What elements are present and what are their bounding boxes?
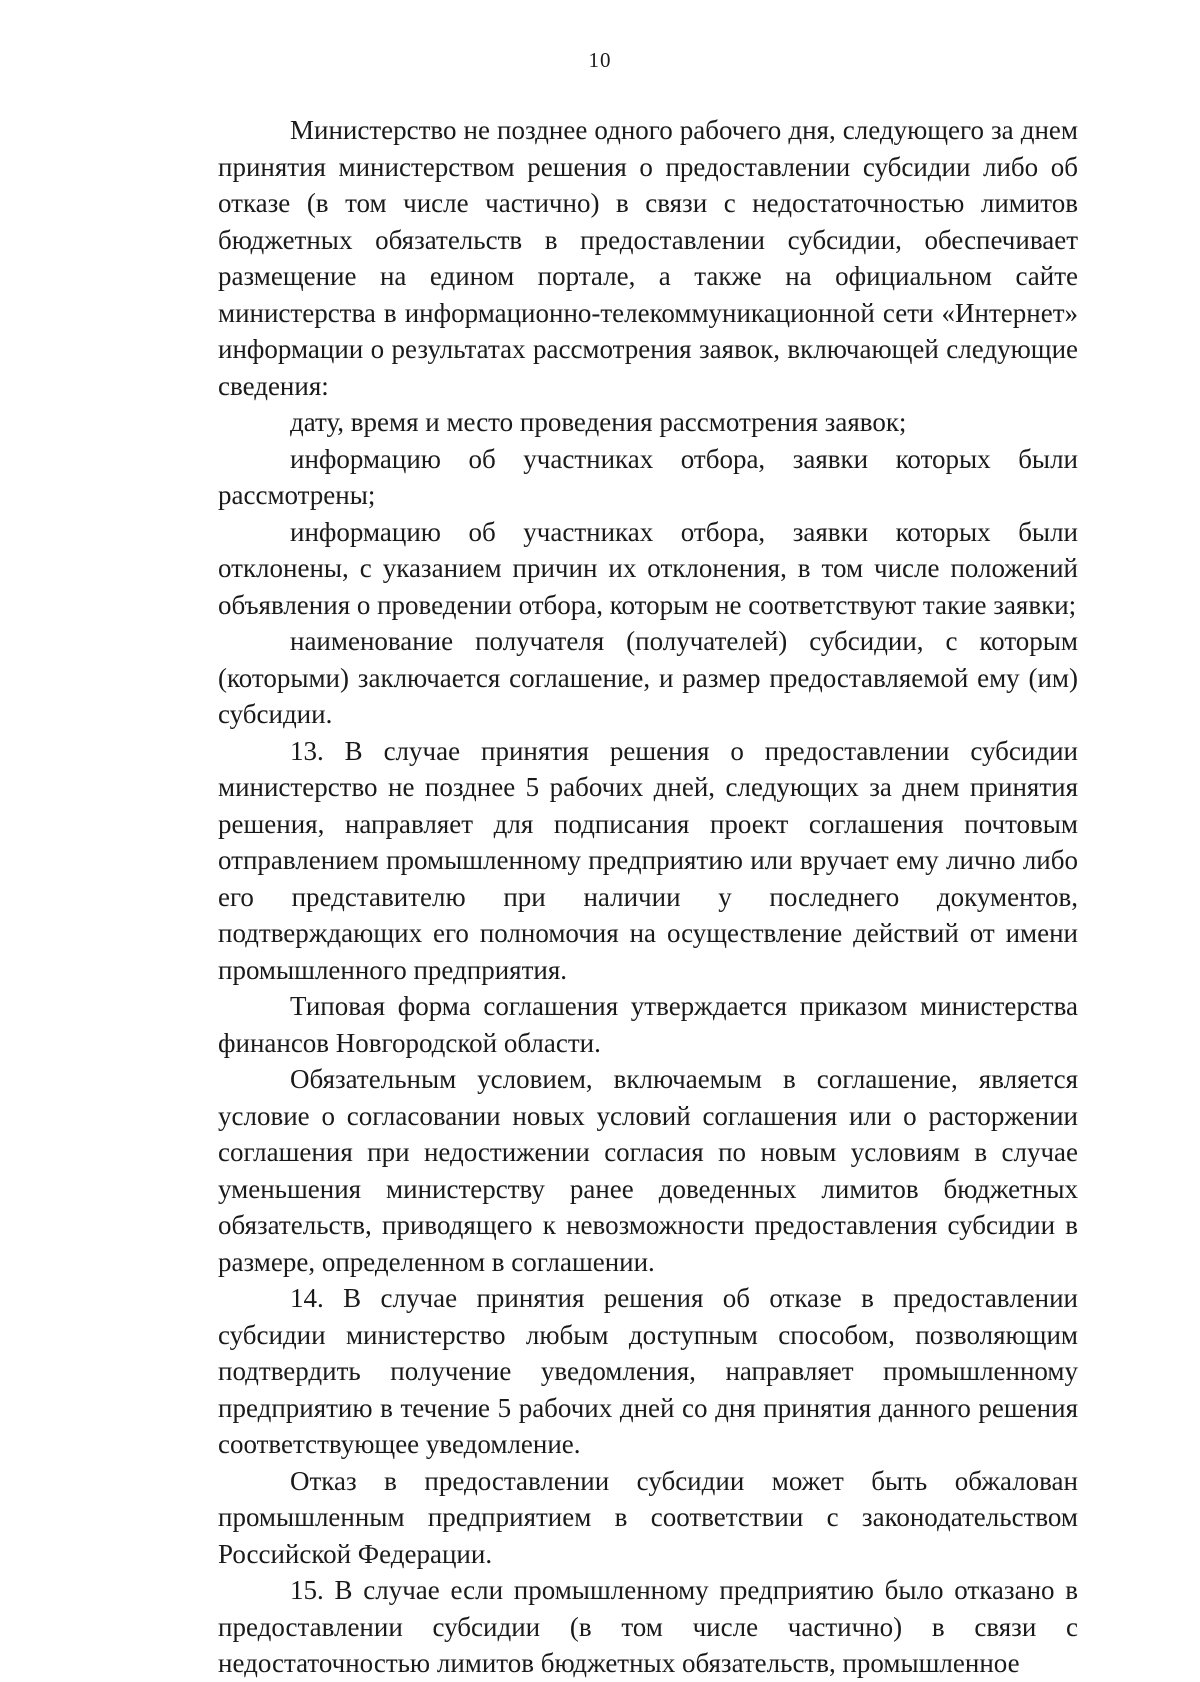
paragraph-standard-agreement-form: Типовая форма соглашения утверждается приказом министерства финансов Новгородской области.: [218, 991, 1078, 1058]
paragraph-reviewed-applicants: информацию об участниках отбора, заявки которых были рассмотрены;: [218, 443, 1078, 510]
paragraph-section-15: 15. В случае если промышленному предприятию было отказано в предоставлении субсидии (в том числе частично) в связи с недостаточностью лимитов бюджетных обязательств, промышленное: [218, 1575, 1078, 1678]
paragraph-mandatory-condition: Обязательным условием, включаемым в соглашение, является условие о согласовании новых условий соглашения или о расторжении соглашения при недостижении согласия по новым условиям в случае уменьшения министерству ранее доведенных лимитов бюджетных обязательств, приводящего к невозможности предоставления субсидии в размере, определенном в соглашении.: [218, 1064, 1078, 1277]
page-number: 10: [588, 48, 612, 72]
document-body: [218, 112, 1078, 1682]
paragraph-date-time-place: дату, время и место проведения рассмотрения заявок;: [290, 407, 907, 437]
paragraph-recipient-name: наименование получателя (получателей) субсидии, с которым (которыми) заключается соглашение, и размер предоставляемой ему (им) субсидии.: [218, 626, 1078, 729]
paragraph-appeal: Отказ в предоставлении субсидии может быть обжалован промышленным предприятием в соответствии с законодательством Российской Федерации.: [218, 1465, 1078, 1569]
paragraph-section-14: 14. В случае принятия решения об отказе в предоставлении субсидии министерство любым доступным способом, позволяющим подтвердить получение уведомления, направляет промышленному предприятию в течение 5 рабочих дней со дня принятия данного решения соответствующее уведомление.: [218, 1283, 1078, 1459]
paragraph-section-13: 13. В случае принятия решения о предоставлении субсидии министерство не позднее 5 рабочих дней, следующих за днем принятия решения, направляет для подписания проект соглашения почтовым отправлением промышленному предприятию или вручает ему лично либо его представителю при наличии у последнего документов, подтверждающих его полномочия на осуществление действий от имени промышленного предприятия.: [218, 735, 1078, 985]
paragraph-publication-notice: Министерство не позднее одного рабочего дня, следующего за днем принятия министерством решения о предоставлении субсидии либо об отказе (в том числе частично) в связи с недостаточностью лимитов бюджетных обязательств в предоставлении субсидии, обеспечивает размещение на едином портале, а также на официальном сайте министерства в информационно-телекоммуникационной сети «Интернет» информации о результатах рассмотрения заявок, включающей следующие сведения:: [218, 115, 1078, 401]
paragraph-rejected-applicants: информацию об участниках отбора, заявки которых были отклонены, с указанием причин их отклонения, в том числе положений объявления о проведении отбора, которым не соответствуют такие заявки;: [218, 516, 1078, 620]
